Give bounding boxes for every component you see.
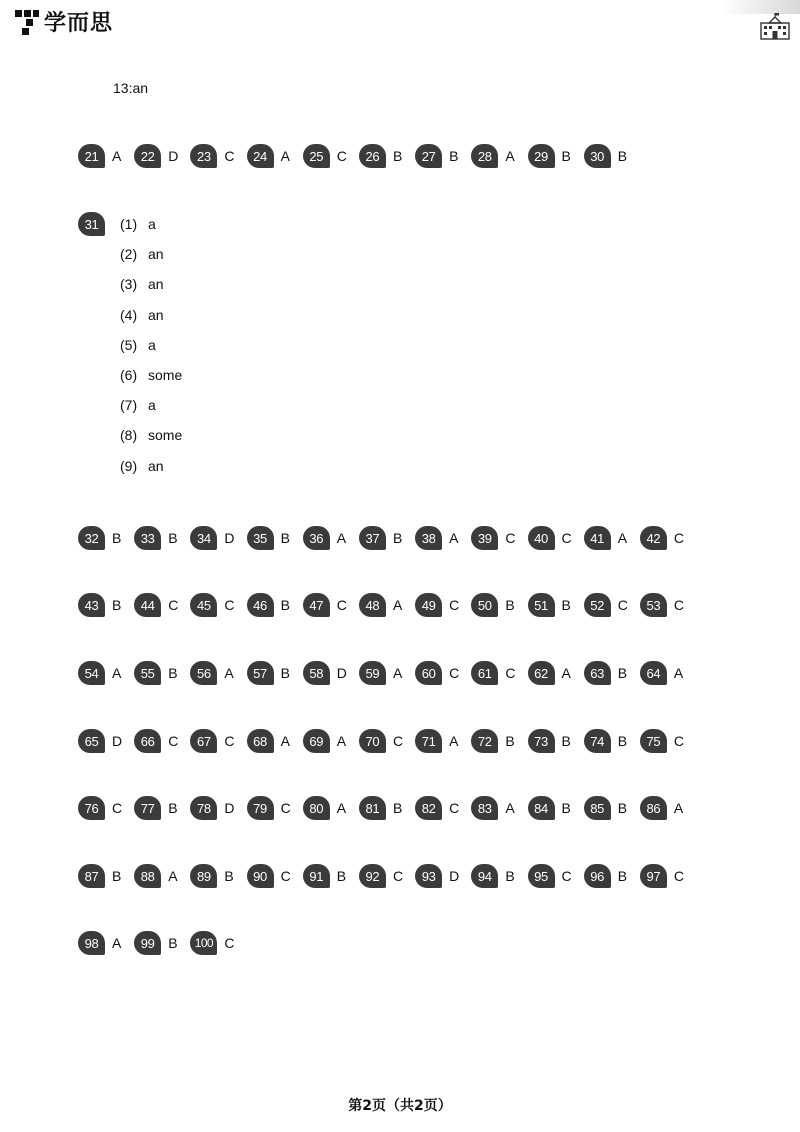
question-item	[134, 526, 190, 550]
question-item	[78, 796, 134, 820]
answer-letter: C	[280, 800, 291, 816]
question-item	[190, 661, 246, 685]
question-item	[584, 526, 640, 550]
answer-letter: D	[112, 733, 123, 749]
question-number-badge: 57	[247, 661, 274, 685]
answer-letter: C	[617, 597, 628, 613]
question-number-badge: 85	[584, 796, 611, 820]
answer-letter: A	[112, 665, 122, 681]
question-item	[471, 729, 527, 753]
question-number-badge: 23	[190, 144, 217, 168]
answer-letter: A	[673, 665, 684, 681]
sub-answer: a	[148, 336, 156, 353]
question-number-badge: 47	[303, 593, 330, 617]
question-number-badge: 50	[471, 593, 498, 617]
question-number-badge: 87	[78, 864, 105, 888]
school-building-icon	[760, 12, 790, 40]
question-item	[134, 931, 190, 955]
answer-letter: C	[224, 148, 235, 164]
question-item	[303, 593, 359, 617]
question-number-badge: 51	[528, 593, 555, 617]
question-number-badge: 65	[78, 729, 105, 753]
question-number-badge: 77	[134, 796, 161, 820]
question-item	[247, 144, 303, 168]
question-item	[471, 526, 527, 550]
question-number-badge: 56	[190, 661, 217, 685]
question-number-badge: 27	[415, 144, 442, 168]
question-item	[247, 593, 303, 617]
question-item	[359, 593, 415, 617]
answer-letter: A	[224, 665, 234, 681]
question-item	[584, 593, 640, 617]
question-item	[528, 526, 584, 550]
answer-letter: A	[449, 530, 459, 546]
question-item	[528, 864, 584, 888]
answer-letter: D	[449, 868, 460, 884]
brand	[14, 6, 113, 37]
answer-letter: B	[392, 800, 403, 816]
answer-letter: C	[392, 733, 404, 749]
question-item	[134, 864, 190, 888]
answer-letter: C	[673, 868, 684, 884]
question-number-badge: 89	[190, 864, 217, 888]
answer-row-43-53	[78, 593, 696, 617]
page-header	[0, 0, 800, 46]
sub-label: (6)	[120, 366, 138, 383]
question-number-badge: 28	[471, 144, 498, 168]
answer-letter: B	[617, 148, 628, 164]
list-item	[120, 333, 182, 363]
question-item	[134, 144, 190, 168]
answer-letter: B	[224, 868, 234, 884]
sub-answer: an	[148, 246, 164, 263]
question-item	[190, 593, 246, 617]
answer-letter: B	[561, 733, 571, 749]
question-number-badge: 49	[415, 593, 442, 617]
question-item	[190, 931, 246, 955]
answer-row-76-86	[78, 796, 696, 820]
answer-letter: A	[449, 733, 459, 749]
question-number-badge: 63	[584, 661, 611, 685]
question-item	[471, 864, 527, 888]
question-item	[247, 661, 303, 685]
question-item	[584, 144, 640, 168]
question-number-badge: 60	[415, 661, 442, 685]
answer-row-65-75	[78, 729, 696, 753]
sub-label: (4)	[120, 306, 138, 323]
question-number-badge: 29	[528, 144, 555, 168]
question-number-badge: 43	[78, 593, 105, 617]
question-number-badge: 80	[303, 796, 330, 820]
question-item	[190, 864, 246, 888]
question-item	[247, 526, 303, 550]
question-item	[584, 864, 640, 888]
question-number-badge: 96	[584, 864, 611, 888]
question-number-badge: 81	[359, 796, 386, 820]
question-number-badge: 59	[359, 661, 386, 685]
question-number-badge: 73	[528, 729, 555, 753]
question-number-badge: 69	[303, 729, 330, 753]
answer-letter: B	[112, 530, 122, 546]
answer-letter: D	[224, 800, 235, 816]
page-footer: 第2页（共2页）	[348, 1098, 452, 1114]
answer-letter: C	[561, 530, 572, 546]
question-item	[78, 526, 134, 550]
question-item	[359, 729, 415, 753]
question-number-badge: 70	[359, 729, 386, 753]
question-item	[303, 729, 359, 753]
question-item	[134, 796, 190, 820]
answer-letter: B	[336, 868, 347, 884]
answer-letter: B	[168, 665, 178, 681]
question-number-badge: 53	[640, 593, 667, 617]
question-number-badge: 38	[415, 526, 442, 550]
answer-letter: B	[449, 148, 459, 164]
question-item	[247, 864, 303, 888]
sub-label: (5)	[120, 336, 138, 353]
question-item	[528, 729, 584, 753]
answer-letter: B	[168, 800, 178, 816]
q31-sub-answers	[120, 212, 182, 484]
question-item	[415, 796, 471, 820]
answer-letter: A	[112, 148, 122, 164]
question-number-badge: 86	[640, 796, 667, 820]
question-number-badge: 21	[78, 144, 105, 168]
question-item	[303, 526, 359, 550]
question-number-badge: 62	[528, 661, 555, 685]
list-item	[120, 393, 182, 423]
list-item	[120, 272, 182, 302]
question-number-badge: 66	[134, 729, 161, 753]
question-item	[640, 526, 696, 550]
answer-letter: C	[561, 868, 572, 884]
answer-letter: C	[392, 868, 404, 884]
question-number-badge: 45	[190, 593, 217, 617]
question-number-badge: 76	[78, 796, 105, 820]
answer-letter: C	[449, 597, 460, 613]
answer-letter: C	[336, 148, 347, 164]
answer-letter: B	[168, 530, 178, 546]
question-number-badge: 24	[247, 144, 274, 168]
question-item	[415, 593, 471, 617]
answer-letter: C	[449, 665, 460, 681]
question-number-badge: 90	[247, 864, 274, 888]
question-item	[359, 864, 415, 888]
answer-letter: B	[392, 148, 403, 164]
sub-label: (1)	[120, 216, 138, 232]
question-number-badge: 83	[471, 796, 498, 820]
sub-label: (2)	[120, 246, 138, 263]
question-item	[247, 729, 303, 753]
question-item	[78, 729, 134, 753]
question-item	[415, 661, 471, 685]
question-number-badge: 30	[584, 144, 611, 168]
question-item	[584, 796, 640, 820]
question-number-badge: 84	[528, 796, 555, 820]
question-number-badge: 34	[190, 526, 217, 550]
answer-letter: B	[617, 800, 628, 816]
answer-letter: C	[168, 597, 179, 613]
question-number-badge: 82	[415, 796, 442, 820]
question-number-badge: 54	[78, 661, 105, 685]
answer-letter: A	[617, 530, 628, 546]
answer-letter: A	[392, 665, 403, 681]
question-number-badge: 72	[471, 729, 498, 753]
answer-letter: C	[280, 868, 291, 884]
question-number-badge: 48	[359, 593, 386, 617]
answer-letter: B	[561, 800, 571, 816]
question-number-badge: 78	[190, 796, 217, 820]
question-number-badge: 91	[303, 864, 330, 888]
answer-letter: A	[561, 665, 571, 681]
answer-letter: C	[224, 935, 235, 951]
question-number-badge: 88	[134, 864, 161, 888]
answer-letter: B	[505, 868, 515, 884]
question-number-badge: 95	[528, 864, 555, 888]
question-number-badge: 26	[359, 144, 386, 168]
question-item	[640, 729, 696, 753]
question-item	[78, 661, 134, 685]
question-item	[247, 796, 303, 820]
answer-letter: B	[617, 868, 628, 884]
question-item	[415, 526, 471, 550]
question-item	[134, 593, 190, 617]
list-item	[120, 242, 182, 272]
question-item	[134, 661, 190, 685]
question-number-badge: 40	[528, 526, 555, 550]
question-number-badge: 32	[78, 526, 105, 550]
question-item	[640, 593, 696, 617]
question-number-badge: 39	[471, 526, 498, 550]
answer-letter: A	[336, 733, 347, 749]
list-item	[120, 303, 182, 333]
question-item	[415, 144, 471, 168]
list-item	[120, 363, 182, 393]
answer-letter: C	[336, 597, 347, 613]
question-number-badge: 68	[247, 729, 274, 753]
question-item	[584, 729, 640, 753]
answer-letter: B	[280, 665, 290, 681]
sub-label: (7)	[120, 397, 138, 414]
sub-label: (8)	[120, 427, 138, 444]
question-item	[359, 796, 415, 820]
question-item	[190, 729, 246, 753]
question-item	[190, 796, 246, 820]
answer-letter: B	[617, 665, 628, 681]
question-item	[528, 593, 584, 617]
list-item	[120, 423, 182, 453]
question-number-badge: 31	[78, 212, 105, 236]
question-number-badge: 35	[247, 526, 274, 550]
sub-answer: an	[148, 457, 164, 474]
answer-letter: A	[505, 800, 515, 816]
answer-letter: A	[505, 148, 515, 164]
sub-label: (9)	[120, 457, 138, 474]
answer-letter: B	[168, 935, 178, 951]
question-item	[359, 526, 415, 550]
list-item	[120, 212, 182, 242]
question-number-badge: 25	[303, 144, 330, 168]
question-number-badge: 97	[640, 864, 667, 888]
question-item	[584, 661, 640, 685]
answer-letter: A	[336, 530, 347, 546]
answer-letter: B	[561, 597, 571, 613]
sub-answer: an	[148, 276, 164, 293]
question-number-badge: 46	[247, 593, 274, 617]
question-number-badge: 79	[247, 796, 274, 820]
question-item	[640, 661, 696, 685]
question-item	[359, 144, 415, 168]
question-item	[471, 796, 527, 820]
question-item	[640, 864, 696, 888]
answer-letter: C	[673, 733, 684, 749]
answer-row-54-64	[78, 661, 696, 685]
question-item	[134, 729, 190, 753]
answer-letter: B	[280, 597, 290, 613]
question-item	[78, 864, 134, 888]
question-number-badge: 52	[584, 593, 611, 617]
question-item	[471, 144, 527, 168]
answer-letter: C	[505, 665, 516, 681]
question-number-badge: 33	[134, 526, 161, 550]
question-item	[190, 144, 246, 168]
question-number-badge: 36	[303, 526, 330, 550]
question-number-badge: 99	[134, 931, 161, 955]
answer-row-32-42	[78, 526, 696, 550]
sub-answer: an	[148, 306, 164, 323]
question-item	[528, 661, 584, 685]
sub-answer: a	[148, 216, 156, 232]
answer-letter: B	[112, 868, 122, 884]
brand-logo-icon	[14, 7, 40, 37]
answer-letter: B	[561, 148, 571, 164]
list-item	[120, 454, 182, 484]
question-item	[303, 796, 359, 820]
answer-letter: C	[224, 733, 235, 749]
answer-letter: B	[392, 530, 403, 546]
answer-letter: B	[112, 597, 122, 613]
answer-letter: C	[112, 800, 123, 816]
question-number-badge: 71	[415, 729, 442, 753]
question-number-badge: 100	[190, 931, 217, 955]
question-number-badge: 94	[471, 864, 498, 888]
answer-letter: B	[505, 597, 515, 613]
answer-letter: A	[280, 148, 290, 164]
answer-letter: C	[673, 597, 684, 613]
answer-letter: B	[617, 733, 628, 749]
answer-letter: D	[336, 665, 347, 681]
answer-letter: C	[168, 733, 179, 749]
question-number-badge: 37	[359, 526, 386, 550]
answer-letter: C	[224, 597, 235, 613]
question-item	[78, 144, 134, 168]
question-number-badge: 64	[640, 661, 667, 685]
question-item	[415, 864, 471, 888]
answer-letter: B	[505, 733, 515, 749]
answer-letter: B	[280, 530, 290, 546]
answer-letter: A	[336, 800, 347, 816]
question-number-badge: 58	[303, 661, 330, 685]
question-number-badge: 22	[134, 144, 161, 168]
answer-letter: A	[112, 935, 122, 951]
question-number-badge: 98	[78, 931, 105, 955]
answer-letter: D	[224, 530, 235, 546]
sub-answer: some	[148, 427, 183, 444]
answer-line-13: 13:an	[113, 80, 149, 96]
question-item	[471, 593, 527, 617]
sub-label: (3)	[120, 276, 138, 293]
question-item	[528, 144, 584, 168]
question-item	[78, 931, 134, 955]
question-number-badge: 92	[359, 864, 386, 888]
question-item	[303, 144, 359, 168]
sub-answer: a	[148, 397, 156, 414]
question-number-badge: 61	[471, 661, 498, 685]
question-item	[415, 729, 471, 753]
answer-letter: C	[449, 800, 460, 816]
brand-name: 学而思	[44, 11, 114, 36]
answer-letter: D	[168, 148, 179, 164]
question-number-badge: 41	[584, 526, 611, 550]
question-number-badge: 74	[584, 729, 611, 753]
question-item	[190, 526, 246, 550]
question-item	[303, 864, 359, 888]
answer-letter: A	[673, 800, 684, 816]
question-item	[528, 796, 584, 820]
answer-row-87-97	[78, 864, 696, 888]
question-item	[640, 796, 696, 820]
question-item	[359, 661, 415, 685]
question-number-badge: 44	[134, 593, 161, 617]
answer-letter: C	[505, 530, 516, 546]
question-number-badge: 75	[640, 729, 667, 753]
question-item	[303, 661, 359, 685]
question-number-badge: 42	[640, 526, 667, 550]
answer-row-21-30	[78, 144, 640, 168]
answer-row-98-100	[78, 931, 247, 955]
question-number-badge: 93	[415, 864, 442, 888]
answer-letter: A	[392, 597, 403, 613]
sub-answer: some	[148, 366, 183, 383]
question-number-badge: 55	[134, 661, 161, 685]
question-item	[78, 593, 134, 617]
answer-letter: C	[673, 530, 684, 546]
question-number-badge: 67	[190, 729, 217, 753]
answer-letter: A	[280, 733, 290, 749]
answer-letter: A	[168, 868, 178, 884]
question-item	[471, 661, 527, 685]
